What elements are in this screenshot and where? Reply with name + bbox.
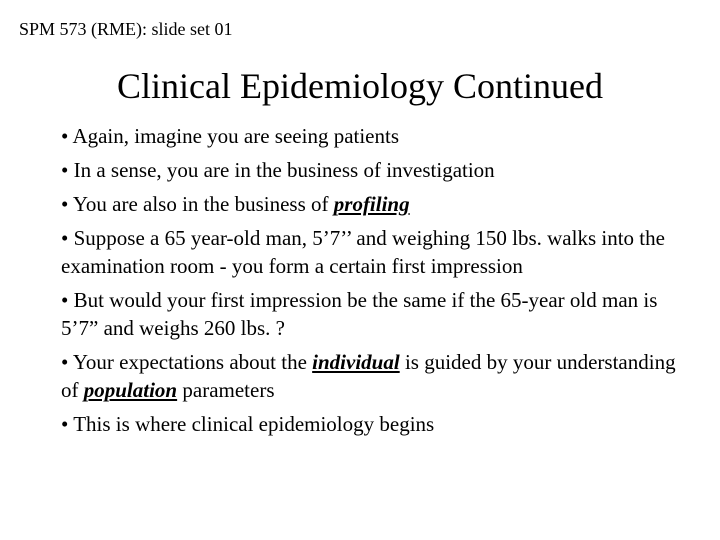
- bullet-item: [61, 348, 691, 404]
- bullet-item: [61, 190, 691, 218]
- emphasized-term-profiling: profiling: [333, 192, 410, 216]
- bullet-text: • In a sense, you are in the business of investigation: [61, 158, 495, 182]
- bullet-text: • Your expectations about the: [61, 350, 313, 374]
- bullet-list: [61, 122, 691, 438]
- emphasized-term-population: population: [83, 378, 178, 402]
- bullet-item: [61, 410, 691, 438]
- slide-title: Clinical Epidemiology Continued: [117, 66, 603, 106]
- bullet-text: • You are also in the business of: [61, 192, 334, 216]
- bullet-item: [61, 286, 691, 342]
- emphasized-term-individual: individual: [312, 350, 400, 374]
- bullet-item: [61, 156, 691, 184]
- bullet-text: parameters: [177, 378, 275, 402]
- slide-header: SPM 573 (RME): slide set 01: [19, 19, 233, 39]
- bullet-item: [61, 122, 691, 150]
- bullet-text: • Suppose a 65 year-old man, 5’7’’ and weighing 150 lbs. walks into the examination room - you form a certain first impression: [61, 226, 665, 278]
- bullet-text: • But would your first impression be the same if the 65-year old man is 5’7” and weighs 260 lbs. ?: [61, 288, 658, 340]
- bullet-text: • Again, imagine you are seeing patients: [61, 124, 400, 148]
- bullet-text: is guided by your understanding of: [61, 350, 676, 402]
- bullet-item: [61, 224, 691, 280]
- bullet-text: • This is where clinical epidemiology begins: [61, 412, 435, 436]
